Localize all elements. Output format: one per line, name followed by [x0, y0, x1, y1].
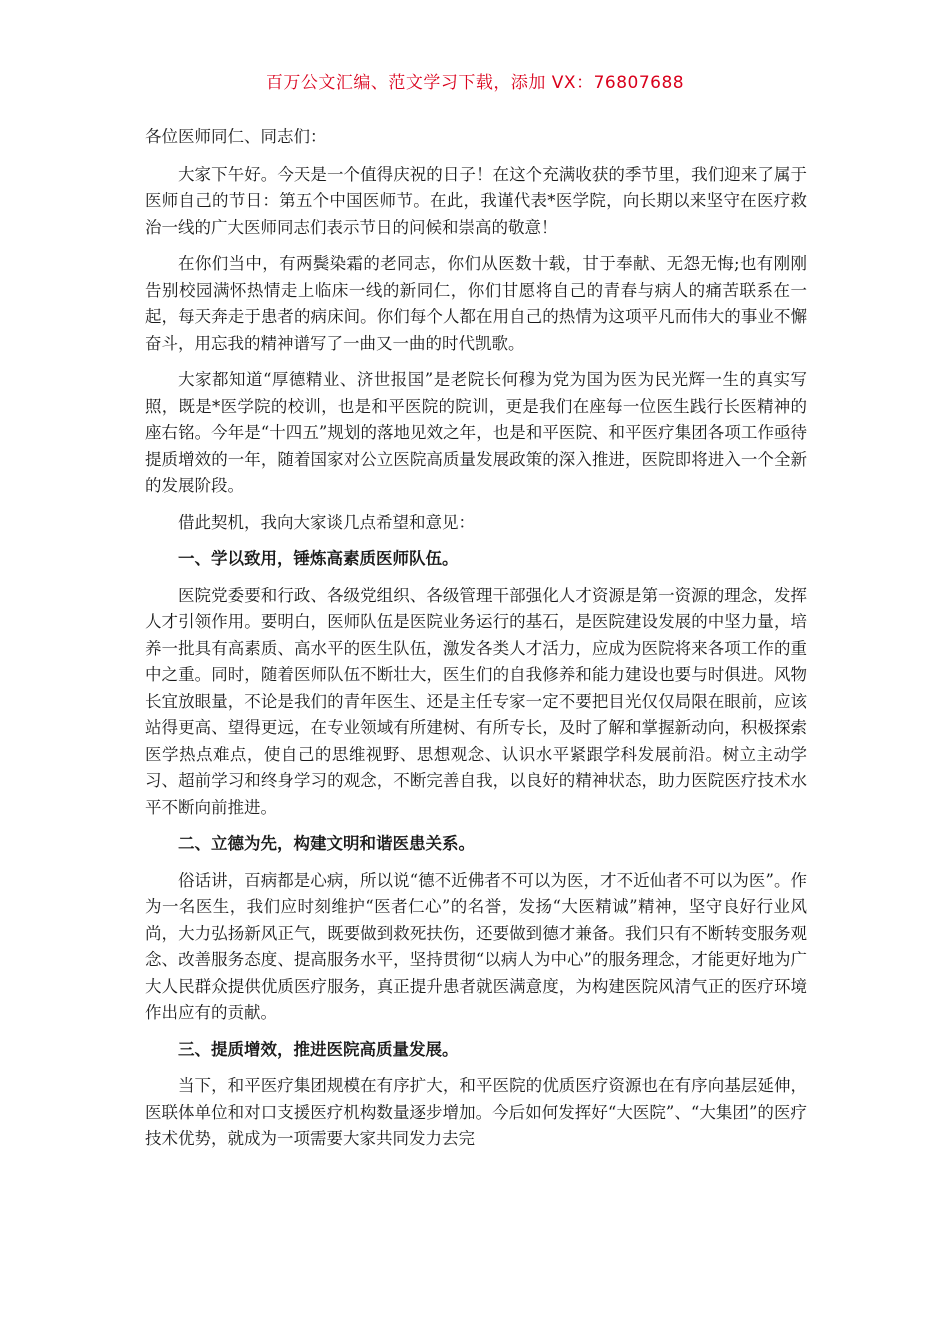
paragraph: 大家下午好。今天是一个值得庆祝的日子！在这个充满收获的季节里，我们迎来了属于医师自己的节日：第五个中国医师节。在此，我谨代表*医学院，向长期以来坚守在医疗救治一线的广大医师同志们表示节日的问候和崇高的敬意！ — [145, 164, 807, 237]
section-heading: 三、提质增效，推进医院高质量发展。 — [178, 1039, 459, 1059]
paragraph: 在你们当中，有两鬓染霜的老同志，你们从医数十载，甘于奉献、无怨无悔;也有刚刚告别校园满怀热情走上临床一线的新同仁，你们甘愿将自己的青春与病人的痛苦联系在一起，每天奔走于患者的病床间。你们每个人都在用自己的热情为这项平凡而伟大的事业不懈奋斗，用忘我的精神谱写了一曲又一曲的时代凯歌。 — [145, 254, 807, 353]
salutation: 各位医师同仁、同志们： — [145, 127, 327, 146]
header-banner: 百万公文汇编、范文学习下载，添加 VX：76807688 — [265, 73, 685, 93]
paragraph: 医院党委要和行政、各级党组织、各级管理干部强化人才资源是第一资源的理念，发挥人才引领作用。要明白，医师队伍是医院业务运行的基石，是医院建设发展的中坚力量，培养一批具有高素质、高水平的医生队伍，激发各类人才活力，应成为医院将来各项工作的重中之重。同时，随着医师队伍不断壮大，医生们的自我修养和能力建设也要与时俱进。风物长宜放眼量，不论是我们的青年医生、还是主任专家一定不要把目光仅仅局限在眼前，应该站得更高、望得更远，在专业领域有所建树、有所专长，及时了解和掌握新动向，积极探索医学热点难点，使自己的思维视野、思想观念、认识水平紧跟学科发展前沿。树立主动学习、超前学习和终身学习的观念，不断完善自我，以良好的精神状态，助力医院医疗技术水平不断向前推进。 — [145, 585, 807, 817]
paragraph: 当下，和平医疗集团规模在有序扩大，和平医院的优质医疗资源也在有序向基层延伸，医联体单位和对口支援医疗机构数量逐步增加。今后如何发挥好“大医院”、“大集团”的医疗技术优势，就成为一项需要大家共同发力去完 — [145, 1076, 807, 1148]
paragraph: 大家都知道“厚德精业、济世报国”是老院长何穆为党为国为医为民光辉一生的真实写照，既是*医学院的校训，也是和平医院的院训，更是我们在座每一位医生践行长医精神的座右铭。今年是“十四五”规划的落地见效之年，也是和平医院、和平医疗集团各项工作亟待提质增效的一年，随着国家对公立医院高质量发展政策的深入推进，医院即将进入一个全新的发展阶段。 — [145, 370, 807, 495]
document-body — [145, 124, 807, 1163]
paragraph: 借此契机，我向大家谈几点希望和意见： — [178, 512, 475, 532]
section-heading: 一、学以致用，锤炼高素质医师队伍。 — [178, 549, 459, 568]
section-heading: 二、立德为先，构建文明和谐医患关系。 — [178, 834, 475, 853]
paragraph: 俗话讲，百病都是心病，所以说“德不近佛者不可以为医，才不近仙者不可以为医”。作为一名医生，我们应时刻维护“医者仁心”的名誉，发扬“大医精诚”精神，坚守良好行业风尚，大力弘扬新风正气，既要做到救死扶伤，还要做到德才兼备。我们只有不断转变服务观念、改善服务态度、提高服务水平，坚持贯彻“以病人为中心”的服务理念，才能更好地为广大人民群众提供优质医疗服务，真正提升患者就医满意度，为构建医院风清气正的医疗环境作出应有的贡献。 — [145, 870, 807, 1022]
